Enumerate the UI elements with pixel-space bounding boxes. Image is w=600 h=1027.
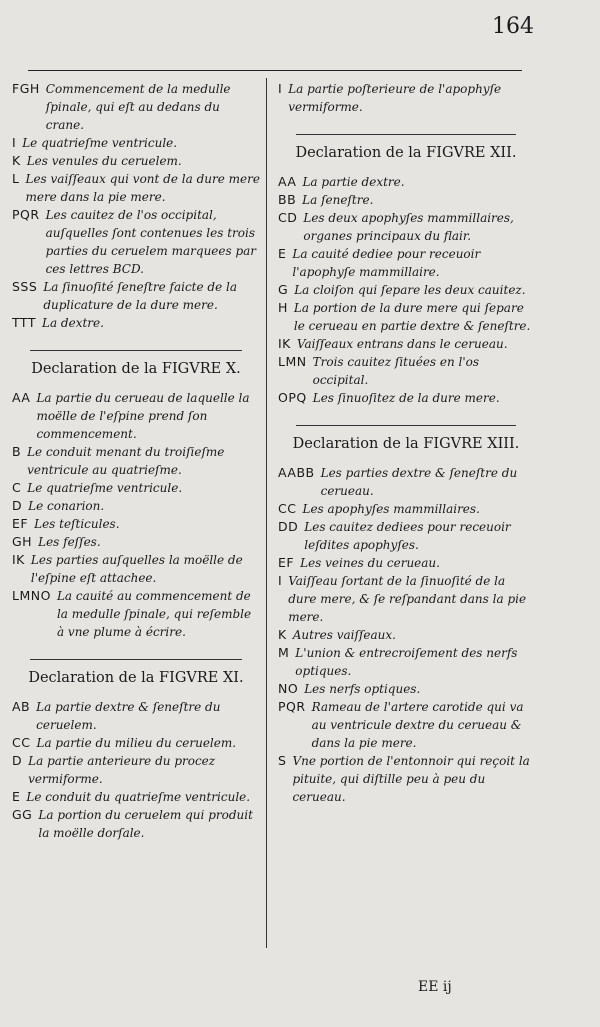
entry-text: Les cauitez de l'os occipital, auſquelles ſont contenues les trois parties du cerueleт marquees par ces lettres BCD. <box>45 208 257 276</box>
legend-entry <box>12 734 260 752</box>
legend-entry <box>12 206 260 278</box>
entry-text: Les deux apophyſes mammillaires, organes principaux du flair. <box>303 211 514 243</box>
entry-label: AA <box>12 390 31 405</box>
entry-label: B <box>12 444 22 459</box>
legend-entry <box>12 389 260 443</box>
entry-text: La partie du cerueau de laquelle la moëlle de l'eſpine prend ſon commencement. <box>36 391 250 441</box>
entry-text: La cauité dediee pour receuoir l'apophyſe mammillaire. <box>292 247 481 279</box>
right-column <box>278 80 534 806</box>
entry-label: M <box>278 645 290 660</box>
entry-text: La portion de la dure mere qui ſepare le cerueau en partie dextre & ſeneſtre. <box>293 301 531 333</box>
legend-entry <box>12 806 260 842</box>
signature-mark: EE ij <box>418 979 452 995</box>
section-rule <box>296 134 516 135</box>
entry-label: S <box>278 753 287 768</box>
legend-entry <box>12 587 260 641</box>
entry-text: Vne portion de l'entonnoir qui reçoit la pituite, qui diſtille peu à peu du cerueau. <box>292 754 530 804</box>
entry-label: E <box>278 246 287 261</box>
figure-xii-legend <box>278 173 534 407</box>
entry-label: G <box>278 282 289 297</box>
entry-text: Trois cauitez ſituées en l'os occipital. <box>312 355 480 387</box>
legend-entry <box>12 788 260 806</box>
entry-text: La partie poſterieure de l'apophyſe vermiforme. <box>288 82 502 114</box>
entry-label: DD <box>278 519 299 534</box>
legend-entry <box>12 497 260 515</box>
entry-text: Les venules du cerueleт. <box>26 154 182 168</box>
entry-text: Le conduit du quatrieſme ventricule. <box>26 790 251 804</box>
figure-xiii-title: Declaration de la FIGVRE XIII. <box>292 436 520 452</box>
legend-entry <box>278 245 534 281</box>
entry-label: AB <box>12 699 31 714</box>
legend-entry <box>12 314 260 332</box>
entry-text: La partie dextre & ſeneſtre du cerueleт. <box>36 700 221 732</box>
legend-entry <box>278 173 534 191</box>
entry-label: SSS <box>12 279 38 294</box>
legend-entry <box>278 281 534 299</box>
entry-text: Vaiſſeaux entrans dans le cerueau. <box>296 337 508 351</box>
entry-text: La cauité au commencement de la medulle ſpinale, qui reſemble à vne plume à écrire. <box>56 589 252 639</box>
legend-entry <box>278 299 534 335</box>
entry-text: La ſeneſtre. <box>302 193 374 207</box>
legend-entry <box>12 698 260 734</box>
entry-label: L <box>12 171 20 186</box>
entry-text: Rameau de l'artere carotide qui va au ventricule dextre du cerueau & dans la pie mere. <box>311 700 524 750</box>
legend-entry <box>278 335 534 353</box>
entry-text: La cloiſon qui ſepare les deux cauitez. <box>294 283 526 297</box>
entry-label: K <box>278 627 287 642</box>
entry-text: La ſinuoſité ſeneſtre faicte de la duplicature de la dure mere. <box>43 280 237 312</box>
entry-text: Commencement de la medulle ſpinale, qui eſt au dedans du crane. <box>45 82 231 132</box>
entry-label: BB <box>278 192 297 207</box>
figure-x-title: Declaration de la FIGVRE X. <box>31 361 241 377</box>
entry-label: K <box>12 153 21 168</box>
figure-xiii-legend <box>278 464 534 806</box>
legend-entry <box>278 680 534 698</box>
entry-label: D <box>12 498 23 513</box>
entry-label: TTT <box>12 315 36 330</box>
entry-label: EF <box>12 516 29 531</box>
entry-text: Les cauitez dediees pour receuoir leſdites apophyſes. <box>304 520 511 552</box>
entry-label: OPQ <box>278 390 307 405</box>
legend-entry <box>278 191 534 209</box>
legend-entry <box>12 752 260 788</box>
entry-text: Les veines du cerueau. <box>300 556 440 570</box>
legend-entry <box>278 80 534 116</box>
entry-text: Les feſſes. <box>38 535 101 549</box>
entry-text: Les apophyſes mammillaires. <box>302 502 480 516</box>
entry-text: Les vaiſſeaux qui vont de la dure mere mere dans la pie mere. <box>25 172 260 204</box>
entry-text: Les parties auſquelles la moëlle de l'eſpine eſt attachee. <box>30 553 243 585</box>
legend-entry <box>278 626 534 644</box>
entry-text: Les parties dextre & ſeneſtre du cerueau. <box>320 466 518 498</box>
entry-text: Le conarion. <box>28 499 105 513</box>
figure-xii-title: Declaration de la FIGVRE XII. <box>295 145 517 161</box>
entry-label: I <box>12 135 17 150</box>
legend-entry <box>12 515 260 533</box>
legend-entry <box>278 464 534 500</box>
top-rule <box>28 70 522 71</box>
legend-entry <box>12 170 260 206</box>
legend-entry <box>12 479 260 497</box>
entry-label: GH <box>12 534 33 549</box>
legend-entry <box>278 698 534 752</box>
entry-label: I <box>278 573 283 588</box>
entry-text: Les teſticules. <box>34 517 120 531</box>
figure-xi-legend <box>12 698 260 842</box>
legend-entry <box>12 278 260 314</box>
entry-text: Le quatrieſme ventricule. <box>22 136 178 150</box>
entry-label: LMNO <box>12 588 51 603</box>
legend-entry <box>278 644 534 680</box>
entry-label: CC <box>12 735 31 750</box>
entry-label: I <box>278 81 283 96</box>
entry-text: La dextre. <box>41 316 104 330</box>
entry-label: AABB <box>278 465 315 480</box>
entry-text: Les ſinuoſitez de la dure mere. <box>312 391 500 405</box>
legend-entry <box>12 152 260 170</box>
entry-label: LMN <box>278 354 307 369</box>
legend-entry <box>278 500 534 518</box>
legend-entry <box>278 389 534 407</box>
entry-text: La partie anterieure du procez vermiforme. <box>28 754 216 786</box>
entry-text: La partie dextre. <box>302 175 405 189</box>
entry-text: Vaiſſeau ſortant de la ſinuoſité de la dure mere, & ſe reſpandant dans la pie mere. <box>288 574 527 624</box>
entry-label: IK <box>12 552 25 567</box>
entry-label: C <box>12 480 22 495</box>
legend-entry <box>12 551 260 587</box>
legend-entry <box>12 533 260 551</box>
entry-label: H <box>278 300 288 315</box>
legend-entry <box>278 572 534 626</box>
intro-list <box>278 80 534 116</box>
entry-text: Autres vaiſſeaux. <box>292 628 396 642</box>
legend-entry <box>278 209 534 245</box>
section-rule <box>30 350 242 351</box>
entry-label: D <box>12 753 23 768</box>
page-number: 164 <box>492 14 534 39</box>
entry-label: FGH <box>12 81 40 96</box>
entry-label: IK <box>278 336 291 351</box>
left-column <box>12 80 260 842</box>
legend-entry <box>278 554 534 572</box>
section-rule <box>296 425 516 426</box>
entry-label: CC <box>278 501 297 516</box>
legend-entry <box>12 80 260 134</box>
entry-text: Les nerfs optiques. <box>304 682 421 696</box>
entry-label: GG <box>12 807 33 822</box>
figure-xi-title: Declaration de la FIGVRE XI. <box>28 670 244 686</box>
legend-entry <box>278 752 534 806</box>
entry-text: Le conduit menant du troiſieſme ventricule au quatrieſme. <box>27 445 225 477</box>
entry-label: EF <box>278 555 295 570</box>
entry-text: La portion du cerueleт qui produit la moëlle dorſale. <box>38 808 253 840</box>
figure-x-legend <box>12 389 260 641</box>
entry-text: Le quatrieſme ventricule. <box>27 481 183 495</box>
entry-label: PQR <box>278 699 306 714</box>
entry-label: CD <box>278 210 298 225</box>
entry-label: E <box>12 789 21 804</box>
section-rule <box>30 659 242 660</box>
entry-label: PQR <box>12 207 40 222</box>
entry-text: L'union & entrecroiſement des nerfs optiques. <box>295 646 518 678</box>
entry-label: AA <box>278 174 297 189</box>
legend-entry <box>12 443 260 479</box>
entry-text: La partie du milieu du cerueleт. <box>36 736 237 750</box>
intro-list <box>12 80 260 332</box>
entry-label: NO <box>278 681 299 696</box>
legend-entry <box>12 134 260 152</box>
legend-entry <box>278 518 534 554</box>
column-divider <box>266 78 267 948</box>
legend-entry <box>278 353 534 389</box>
